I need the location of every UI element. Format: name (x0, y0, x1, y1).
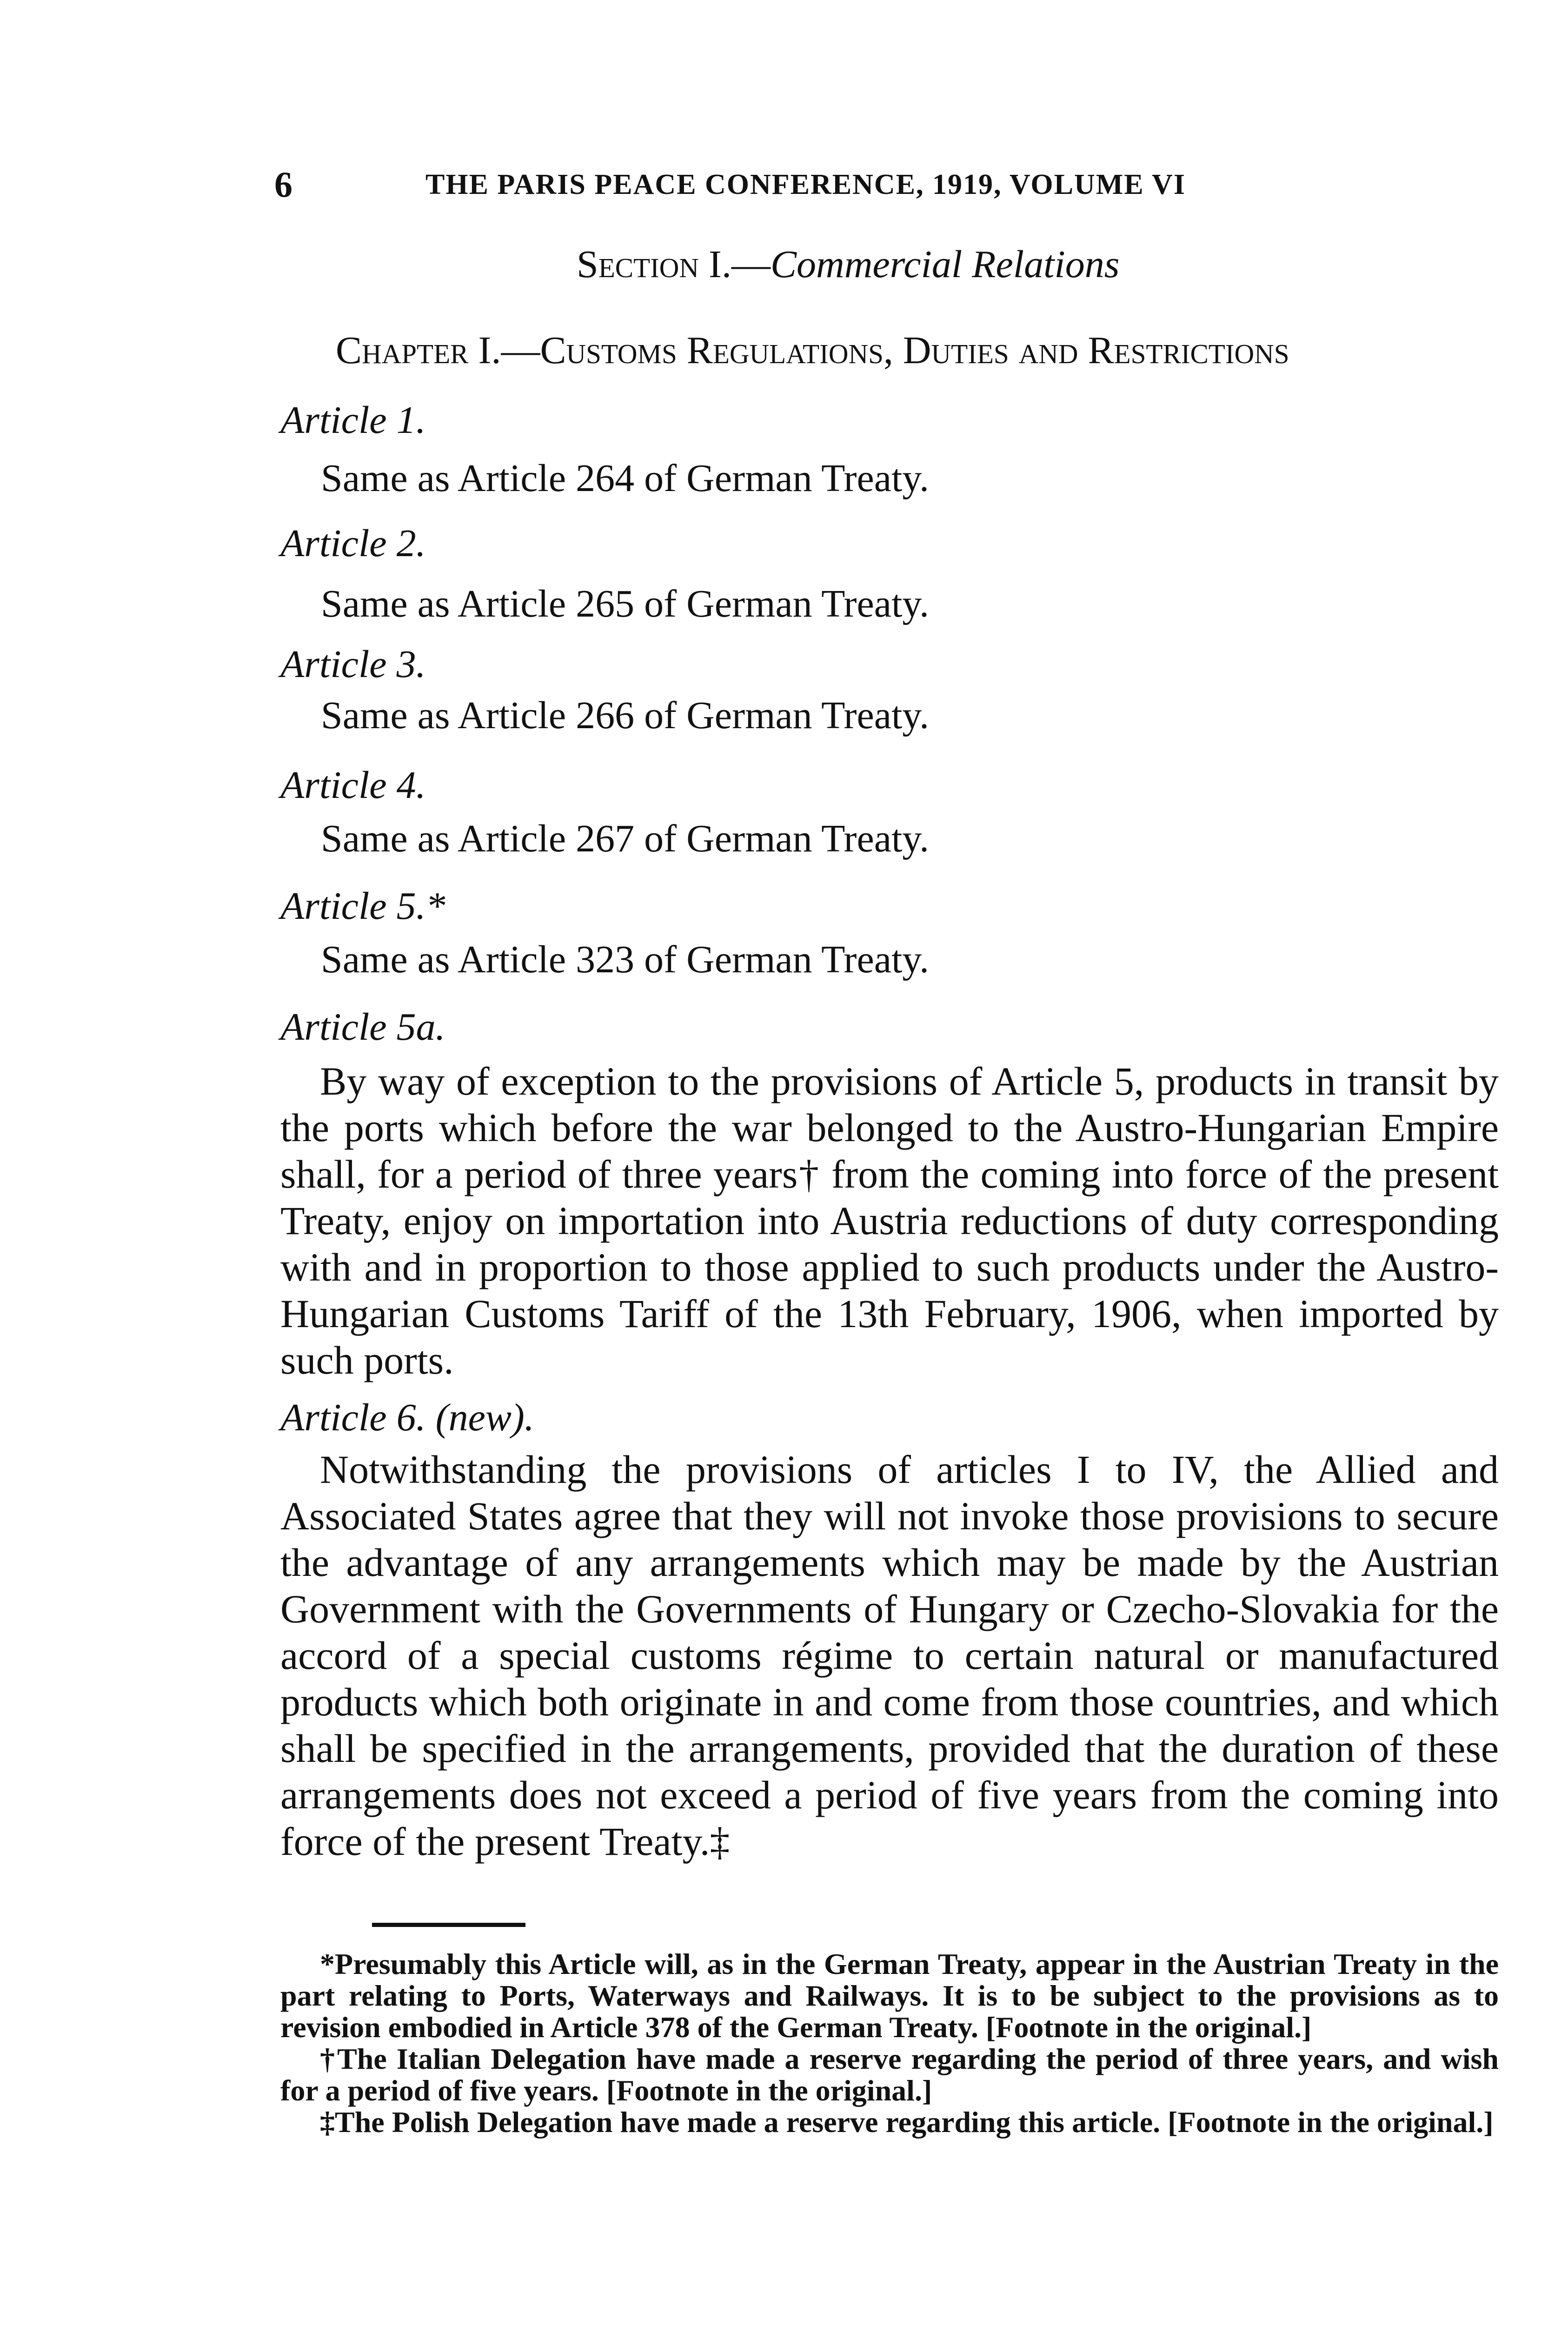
article-1-heading: Article 1. (280, 399, 426, 442)
chapter-label: Chapter (336, 329, 469, 372)
article-6-heading-note: (new). (435, 1396, 534, 1439)
article-2-text: Same as Article 265 of German Treaty. (321, 582, 929, 625)
section-title: Commercial Relations (771, 243, 1120, 286)
chapter-numeral: I.— (478, 329, 540, 372)
footnote-double-dagger: ‡The Polish Delegation have made a reserve regarding this article. [Footnote in the original.] (320, 2106, 1494, 2139)
article-5-text: Same as Article 323 of German Treaty. (321, 938, 929, 981)
footnote-dagger: †The Italian Delegation have made a reserve regarding the period of three years, and wish for a period of five years. [Footnote in the original.] (280, 2042, 1499, 2107)
article-2-heading: Article 2. (280, 522, 426, 565)
article-3-heading: Article 3. (280, 643, 426, 686)
page-number: 6 (274, 164, 292, 205)
section-heading (577, 242, 1119, 287)
article-6-heading (280, 1395, 534, 1440)
footnotes (280, 1948, 1499, 2138)
article-3-text: Same as Article 266 of German Treaty. (321, 694, 929, 737)
article-4-heading: Article 4. (280, 764, 426, 807)
article-5a-heading: Article 5a. (280, 1005, 445, 1049)
article-6-text: Notwithstanding the provisions of articles I to IV, the Allied and Associated States agree that they will not invoke those provisions to secure the advantage of any arrangements which may be made by the Austrian Government with the Governments of Hungary or Czecho-Slovakia for the accord of a special customs régime to certain natural or manufactured products which both originate in and come from those countries, and which shall be specified in the arrangements, provided that the duration of these arrangements does not exceed a period of five years from the coming into force of the present Treaty.‡ (280, 1447, 1499, 1864)
running-title: THE PARIS PEACE CONFERENCE, 1919, VOLUME VI (425, 169, 1186, 200)
article-4-text: Same as Article 267 of German Treaty. (321, 817, 929, 860)
footnote-rule (372, 1923, 525, 1927)
article-1-text: Same as Article 264 of German Treaty. (321, 457, 929, 500)
article-6-heading-label: Article 6. (280, 1396, 426, 1439)
running-head (274, 164, 1358, 210)
section-label: Section (577, 243, 699, 286)
article-5-heading: Article 5.* (280, 884, 445, 928)
chapter-heading (336, 328, 1289, 373)
footnote-asterisk: *Presumably this Article will, as in the German Treaty, appear in the Austrian Treaty in the part relating to Ports, Waterways and Railways. It is to be subject to the provisions as to revision embodied in Article 378 of the German Treaty. [Footnote in the original.] (280, 1947, 1499, 2044)
article-5a-text: By way of exception to the provisions of Article 5, products in transit by the ports which before the war belonged to the Austro-Hungarian Empire shall, for a period of three years† from the coming into force of the present Treaty, enjoy on importation into Austria reductions of duty corresponding with and in proportion to those applied to such products under the Austro-Hungarian Customs Tariff of the 13th February, 1906, when imported by such ports. (280, 1059, 1499, 1382)
section-numeral: I.— (709, 243, 771, 286)
chapter-title: Customs Regulations, Duties and Restrictions (540, 329, 1289, 372)
